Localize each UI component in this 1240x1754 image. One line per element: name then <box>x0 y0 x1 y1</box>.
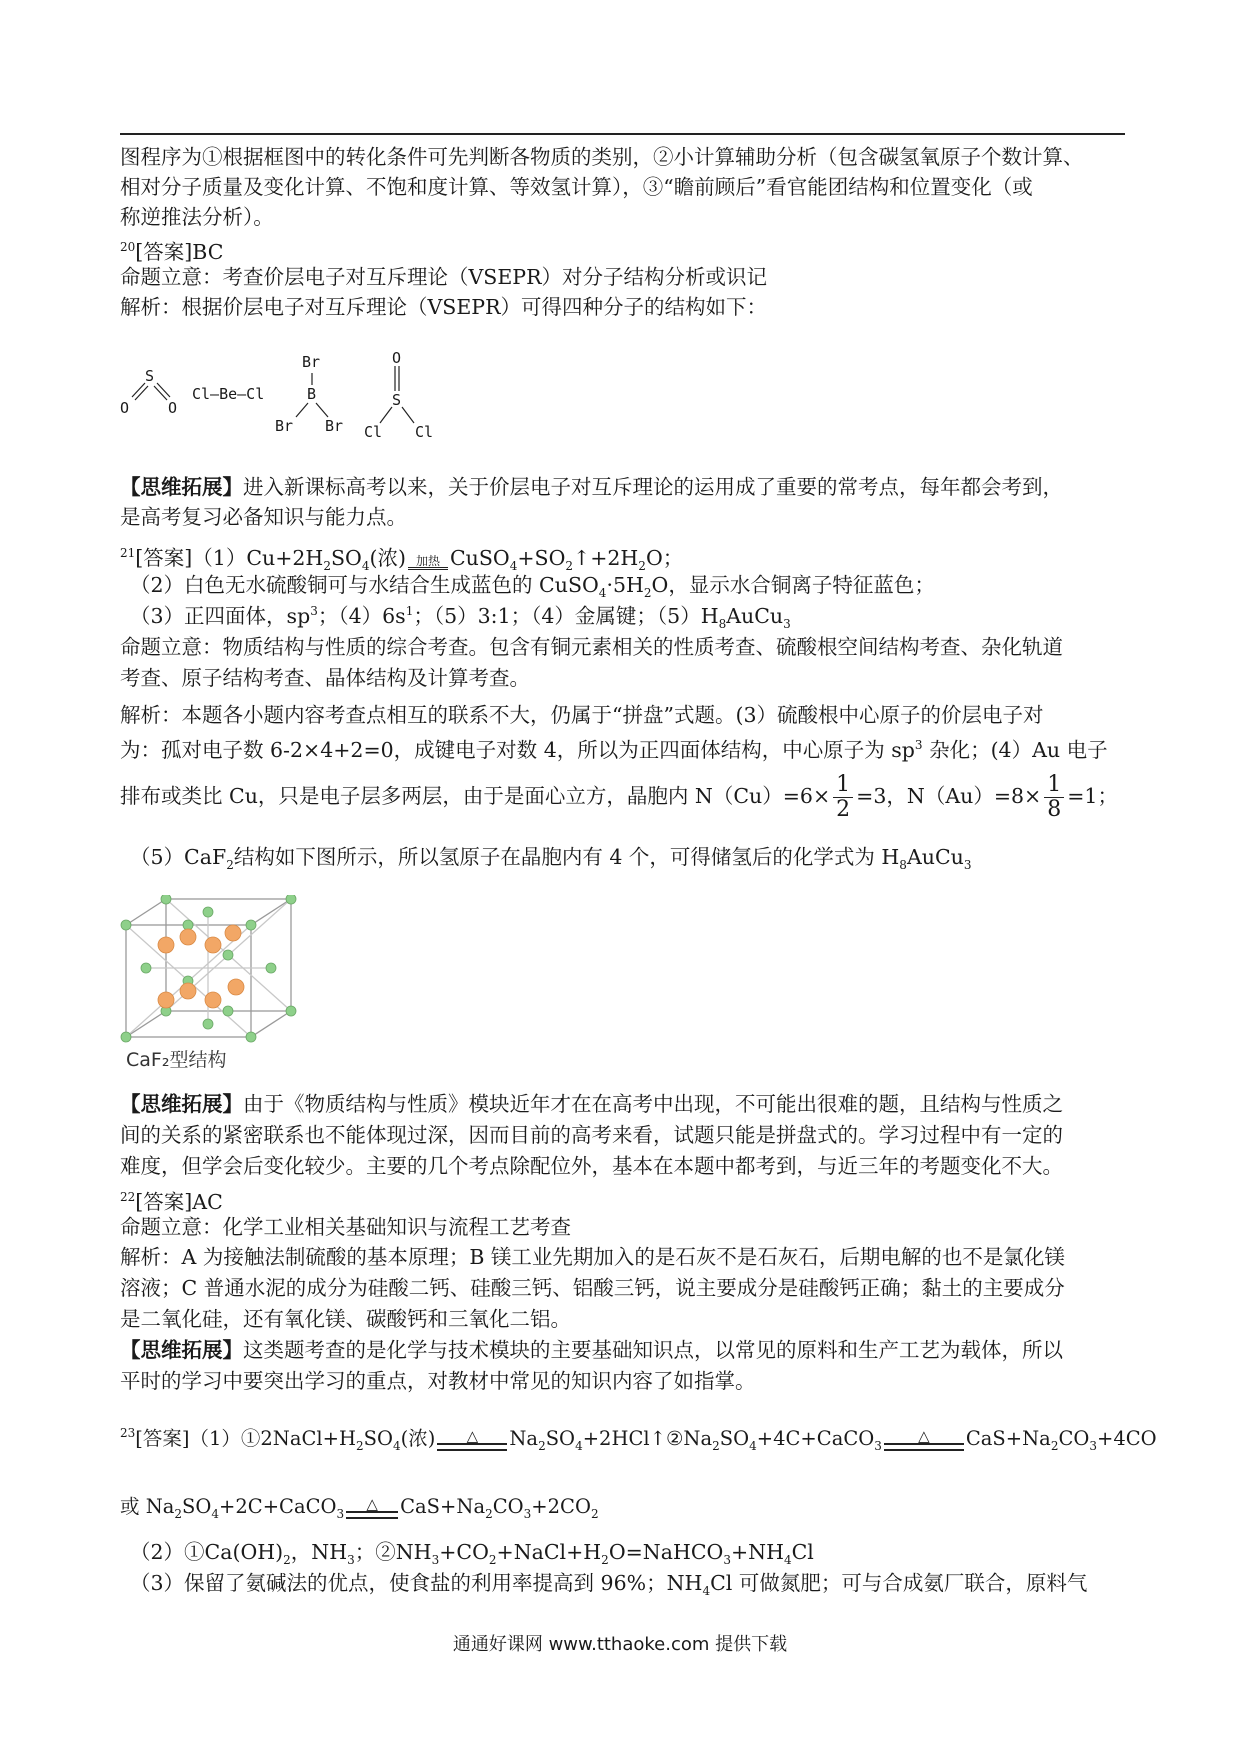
atom-label: S <box>392 391 402 409</box>
q22-answer: $^{22}$[答案]AC <box>120 1190 223 1214</box>
text-line: 相对分子质量及变化计算、不饱和度计算、等效氢计算），③“瞻前顾后”看官能团结构和位置变化（或 <box>120 175 1033 199</box>
atom-label: O <box>120 399 130 417</box>
atom-label: O <box>168 399 178 417</box>
atom-label: Br <box>325 417 344 435</box>
atom-label: Cl—Be—Cl <box>192 385 265 403</box>
q20-extension: 【思维拓展】进入新课标高考以来，关于价层电子对互斥理论的运用成了重要的常考点，每年都会考到， <box>120 475 1063 499</box>
q20-intent: 命题立意：考查价层电子对互斥理论（VSEPR）对分子结构分析或识记 <box>120 265 768 289</box>
q22-analysis: 解析：A 为接触法制硫酸的基本原理；B 镁工业先期加入的是石灰不是石灰石，后期电解的也不是氯化镁 <box>120 1245 1065 1269</box>
text-line: 图程序为①根据框图中的转化条件可先判断各物质的类别，②小计算辅助分析（包含碳氢氧原子个数计算、 <box>120 145 1084 169</box>
caf2-lattice-image <box>118 895 308 1045</box>
molecule-structures <box>120 349 520 455</box>
q22-extension: 【思维拓展】这类题考查的是化学与技术模块的主要基础知识点，以常见的原料和生产工艺为载体，所以 <box>120 1338 1063 1362</box>
text-line: 难度，但学会后变化较少。主要的几个考点除配位外，基本在本题中都考到，与近三年的考题变化不大。 <box>120 1154 1063 1178</box>
q20-answer: $^{20}$[答案]BC <box>120 240 224 264</box>
text-line: （2）白色无水硫酸铜可与水结合生成蓝色的 $CuSO_4\cdot 5H_2O$，显示水合铜离子特征蓝色； <box>130 573 935 601</box>
q21-answer: $^{21}$[答案]$(1)Cu+2H_2SO_4$(浓) 加热 $CuSO_4+SO_2↑+2H_2O$； <box>120 546 684 574</box>
text-line: （3）保留了氨碱法的优点，使食盐的利用率提高到 96%；$NH_4Cl$ 可做氮肥；可与合成氨厂联合，原料气 <box>130 1571 1088 1599</box>
text-line: 称逆推法分析）。 <box>120 205 274 229</box>
text-line: 为：孤对电子数 6-2×4+2=0，成键电子对数 4，所以为正四面体结构，中心原子为 $sp^3$ 杂化；(4）Au 电子 <box>120 738 1108 762</box>
q21-extension: 【思维拓展】由于《物质结构与性质》模块近年才在在高考中出现，不可能出很难的题，且结构与性质之 <box>120 1092 1063 1116</box>
text-line: 考查、原子结构考查、晶体结构及计算考查。 <box>120 666 530 690</box>
text-line: 平时的学习中要突出学习的重点，对教材中常见的知识内容了如指掌。 <box>120 1369 756 1393</box>
atom-label: Cl <box>415 423 434 441</box>
text-line: 间的关系的紧密联系也不能体现过深，因而目前的高考来看，试题只能是拼盘式的。学习过程中有一定的 <box>120 1123 1063 1147</box>
text-line: （3）正四面体，$sp^3$；$(4)6s^1$；（5）3:1；（4）金属键；$(5)H_8AuCu_3$ <box>130 604 791 632</box>
atom-label: S <box>145 367 155 385</box>
atom-label: O <box>392 349 402 367</box>
q23-answer: $^{23}$[答案]$(1)①2NaCl+H_2SO_4$(浓) △ $Na_2SO_4+2HCl↑②Na_2SO_4+4C+CaCO_3$ △ $CaS+Na_2CO_3+4CO$ <box>120 1426 1157 1453</box>
q22-intent: 命题立意：化学工业相关基础知识与流程工艺考查 <box>120 1215 571 1239</box>
q20-analysis: 解析：根据价层电子对互斥理论（VSEPR）可得四种分子的结构如下： <box>120 295 768 319</box>
text-line: $(2)①Ca(OH)_2$，$NH_3$；$②NH_3+CO_2+NaCl+H_2O=NaHCO_3+NH_4Cl$ <box>130 1540 814 1568</box>
atom-label: Br <box>302 353 321 371</box>
atom-label: B <box>307 385 317 403</box>
header-rule <box>120 133 1125 135</box>
text-line: （5）CaF$_2$结构如下图所示，所以氢原子在晶胞内有 4 个，可得储氢后的化学式为 $H_8AuCu_3$ <box>130 845 972 873</box>
page-footer: 通通好课网 www.tthaoke.com 提供下载 <box>452 1634 788 1655</box>
text-line: 是二氧化硅，还有氧化镁、碳酸钙和三氧化二铝。 <box>120 1307 571 1331</box>
fraction: $\frac{1}{8}$ <box>1044 773 1064 822</box>
text-line: 是高考复习必备知识与能力点。 <box>120 505 407 529</box>
q21-analysis: 解析：本题各小题内容考查点相互的联系不大，仍属于“拼盘”式题。(3）硫酸根中心原子的价层电子对 <box>120 703 1044 727</box>
text-line: 或 $Na_2SO_4+2C+CaCO_3$ △ $CaS+Na_2CO_3+2CO_2$ <box>120 1495 599 1521</box>
fraction: $\frac{1}{2}$ <box>833 773 853 822</box>
caf2-caption: CaF₂型结构 <box>126 1049 227 1071</box>
caf2-structure-figure <box>118 895 308 1085</box>
text-line: 溶液；C 普通水泥的成分为硅酸二钙、硅酸三钙、铝酸三钙，说主要成分是硅酸钙正确；黏土的主要成分 <box>120 1276 1065 1300</box>
atom-label: Br <box>275 417 294 435</box>
text-line: 排布或类比 Cu，只是电子层多两层，由于是面心立方，晶胞内 N（Cu）=6× $\frac{1}{2}$ =3，N（Au）=8× $\frac{1}{8}$ =1； <box>120 772 1118 822</box>
q21-intent: 命题立意：物质结构与性质的综合考查。包含有铜元素相关的性质考查、硫酸根空间结构考查、杂化轨道 <box>120 635 1063 659</box>
atom-label: Cl <box>364 423 383 441</box>
